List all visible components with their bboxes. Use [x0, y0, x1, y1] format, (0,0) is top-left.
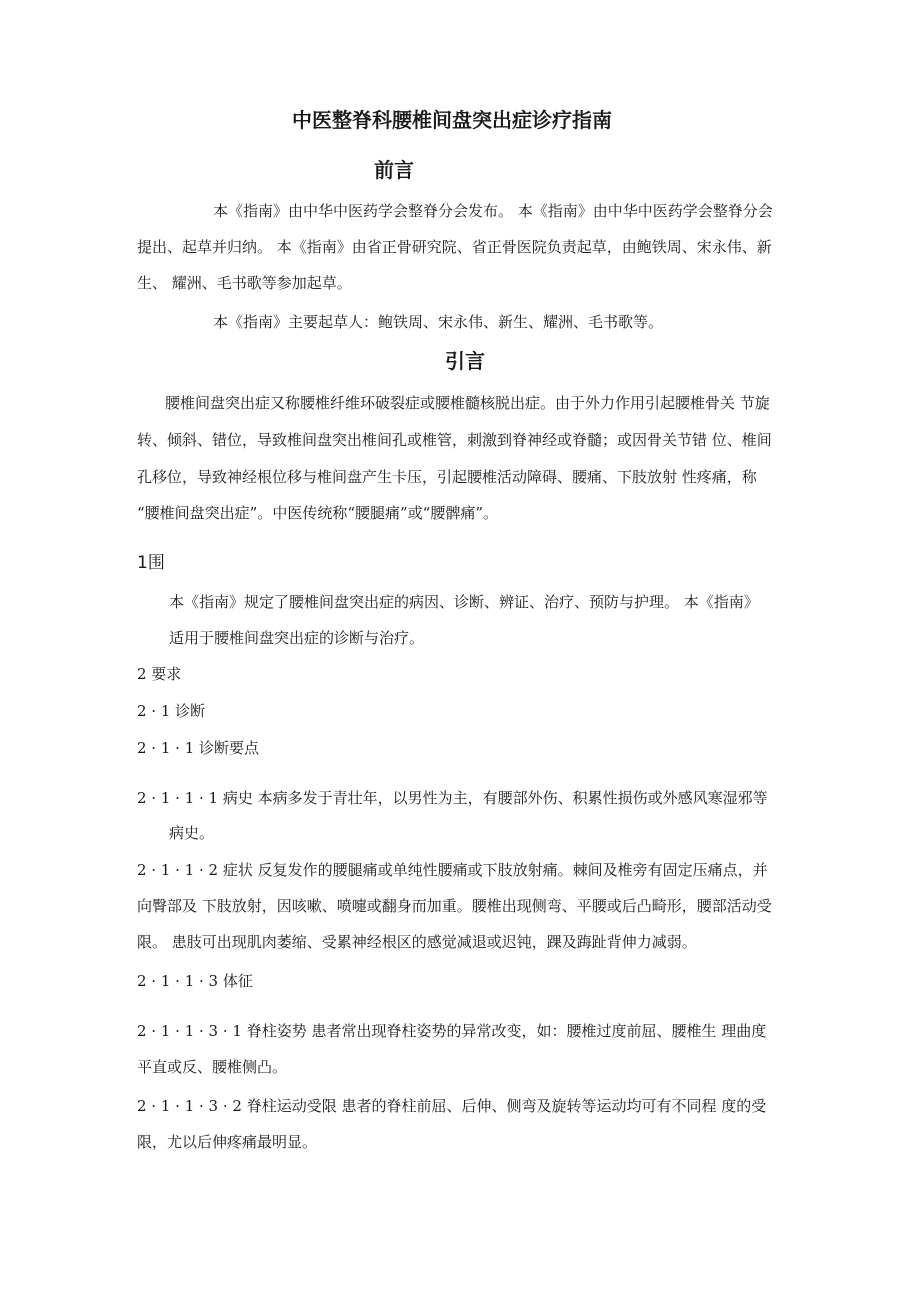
preface-line: 本《指南》由中华中医药学会整脊分会发布。 本《指南》由中华中医药学会整脊分会	[213, 202, 773, 220]
history-line: 2 · 1 · 1 · 1 病史 本病多发于青壮年，以男性为主，有腰部外伤、积累性损伤或外感风寒湿邪等	[137, 789, 768, 807]
scope-line: 本《指南》规定了腰椎间盘突出症的病因、诊断、辨证、治疗、预防与护理。 本《指南》	[169, 593, 759, 611]
preface-line: 生、 耀洲、毛书歌等参加起草。	[137, 274, 352, 292]
intro-line: “腰椎间盘突出症”。中医传统称“腰腿痛”或“腰髀痛”。	[137, 504, 499, 522]
intro-heading: 引言	[445, 349, 485, 373]
posture-line: 平直或反、腰椎侧凸。	[137, 1058, 288, 1076]
intro-line: 转、倾斜、错位，导致椎间盘突出椎间孔或椎管，刺激到脊神经或脊髓；或因骨关节错 位、椎间	[137, 431, 772, 449]
motion-line: 限，尤以后伸疼痛最明显。	[137, 1133, 318, 1151]
intro-line: 孔移位，导致神经根位移与椎间盘产生卡压，引起腰椎活动障碍、腰痛、下肢放射 性疼痛，称	[137, 468, 757, 486]
signs-heading: 2 · 1 · 1 · 3 体征	[137, 972, 253, 990]
intro-line: 腰椎间盘突出症又称腰椎纤维环破裂症或腰椎髓核脱出症。由于外力作用引起腰椎骨关 节旋	[165, 394, 770, 412]
section-2-heading: 2 要求	[137, 665, 182, 683]
section-1-heading: 1围	[137, 553, 165, 573]
posture-line: 2 · 1 · 1 · 3 · 1 脊柱姿势 患者常出现脊柱姿势的异常改变，如：腰椎过度前屈、腰椎生 理曲度	[137, 1022, 767, 1040]
preface-drafters: 本《指南》主要起草人：鲍铁周、宋永伟、新生、耀洲、毛书歌等。	[213, 313, 664, 331]
symptom-line: 2 · 1 · 1 · 2 症状 反复发作的腰腿痛或单纯性腰痛或下肢放射痛。棘间及椎旁有固定压痛点，并	[137, 861, 768, 879]
history-line: 病史。	[169, 824, 215, 842]
preface-heading: 前言	[374, 158, 414, 182]
section-2-1-heading: 2 · 1 诊断	[137, 702, 206, 720]
motion-line: 2 · 1 · 1 · 3 · 2 脊柱运动受限 患者的脊柱前屈、后伸、侧弯及旋转等运动均可有不同程 度的受	[137, 1097, 767, 1115]
section-2-1-1-heading: 2 · 1 · 1 诊断要点	[137, 739, 260, 757]
scope-line: 适用于腰椎间盘突出症的诊断与治疗。	[169, 629, 425, 647]
preface-line: 提出、起草并归纳。 本《指南》由省正骨研究院、省正骨医院负责起草，由鲍铁周、宋永伟、新	[137, 238, 772, 256]
symptom-line: 限。 患肢可出现肌肉萎缩、受累神经根区的感觉减退或迟钝，踝及踇趾背伸力减弱。	[137, 933, 697, 951]
document-title: 中医整脊科腰椎间盘突出症诊疗指南	[292, 108, 612, 132]
symptom-line: 向臀部及 下肢放射，因咳嗽、喷嚏或翻身而加重。腰椎出现侧弯、平腰或后凸畸形，腰部活动受	[137, 897, 772, 915]
